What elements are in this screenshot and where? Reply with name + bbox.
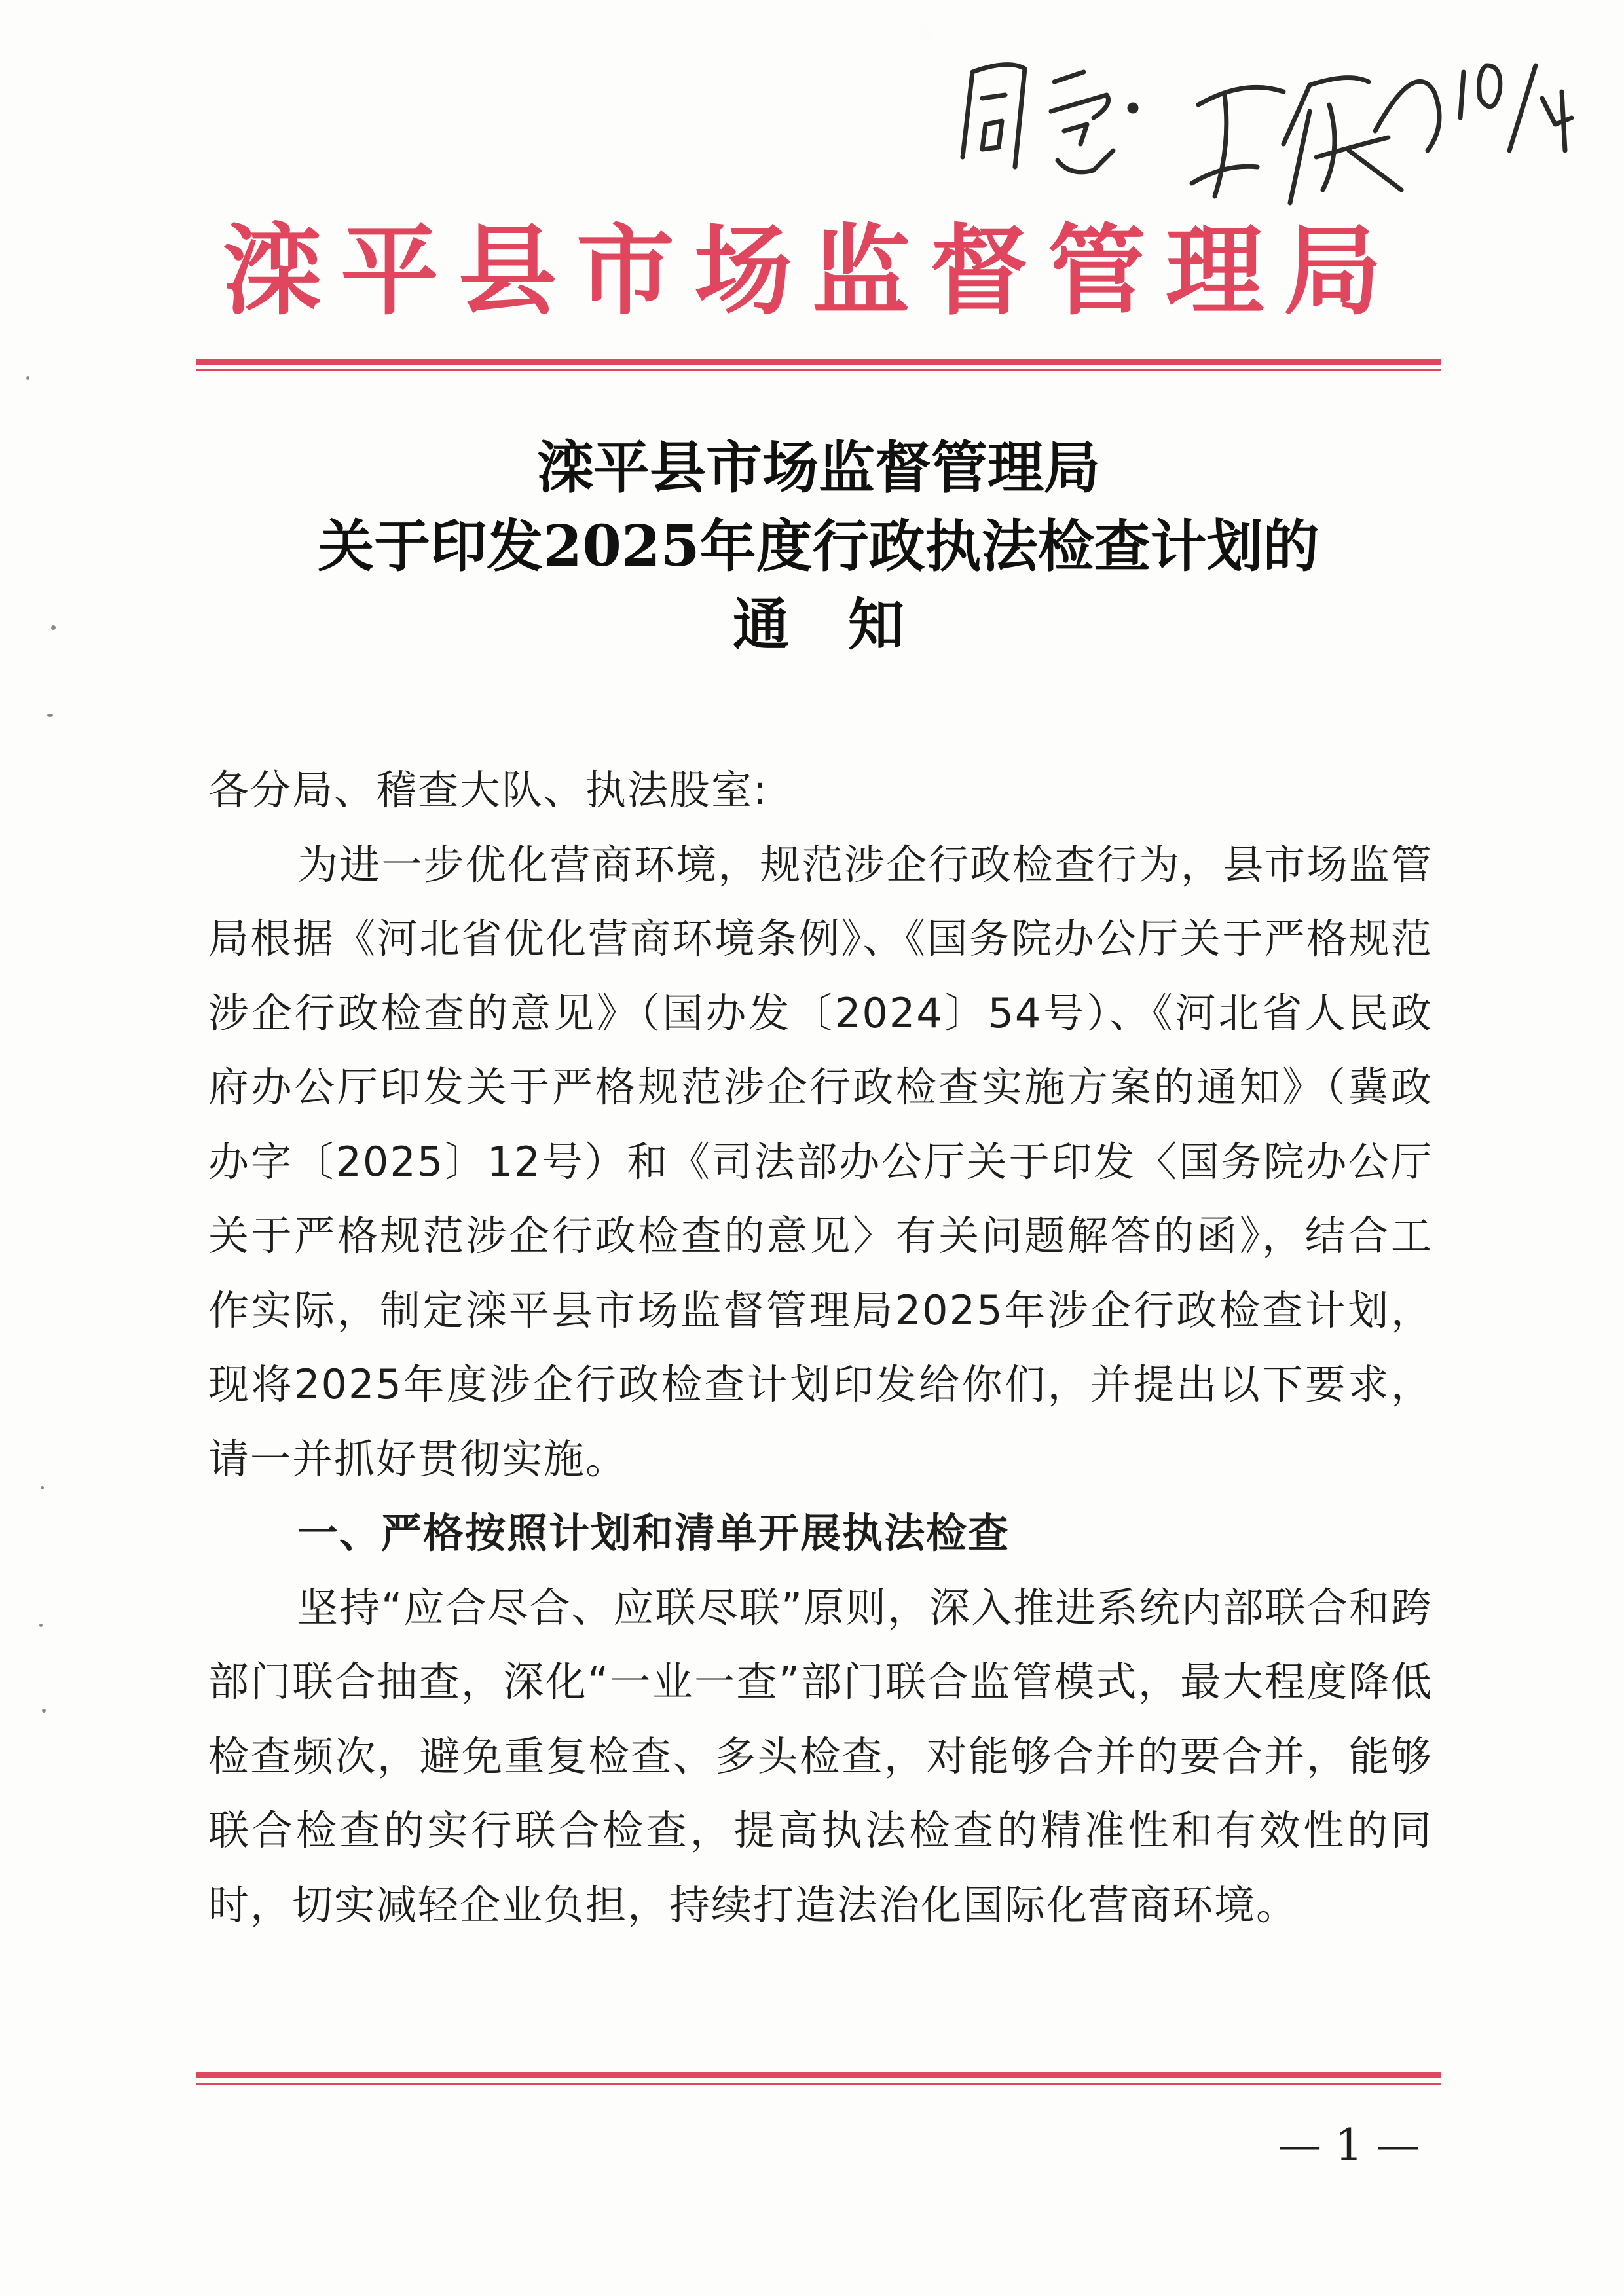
rule-thick-line bbox=[196, 359, 1441, 365]
scan-speck bbox=[39, 1624, 43, 1627]
rule-thin-line bbox=[196, 2083, 1441, 2085]
addressee-line: 各分局、稽查大队、执法股室: bbox=[208, 766, 768, 814]
letterhead-organization: 滦平县市场监督管理局 bbox=[222, 215, 1401, 329]
scan-speck bbox=[41, 1486, 44, 1489]
scan-speck bbox=[51, 625, 56, 630]
scan-speck bbox=[42, 1709, 46, 1713]
section-1-heading: 一、严格按照计划和清单开展执法检查 bbox=[297, 1509, 1010, 1557]
intro-paragraph: 为进一步优化营商环境，规范涉企行政检查行为，县市场监管局根据《河北省优化营商环境条例》、《国务院办公厅关于严格规范涉企行政检查的意见》（国办发〔2024〕54号）、《河北省人民政府办公厅印发关于严格规范涉企行政检查实施方案的通知》（冀政办字〔2025〕12号）和《司法部办公厅关于印发〈国务院办公厅关于严格规范涉企行政检查的意见〉有关问题解答的函》，结合工作实际，制定滦平县市场监督管理局2025年涉企行政检查计划，现将2025年度涉企行政检查计划印发给你们，并提出以下要求，请一并抓好贯彻实施。 bbox=[208, 840, 1433, 1483]
scan-speck bbox=[47, 714, 53, 717]
handwriting-strokes bbox=[917, 20, 1585, 216]
section-1-paragraph: 坚持“应合尽合、应联尽联”原则，深入推进系统内部联合和跨部门联合抽查，深化“一业一查”部门联合监管模式，最大程度降低检查频次，避免重复检查、多头检查，对能够合并的要合并，能够联合检查的实行联合检查，提高执法检查的精准性和有效性的同时，切实减轻企业负担，持续打造法治化国际化营商环境。 bbox=[208, 1583, 1433, 1929]
letterhead-red-rule bbox=[196, 359, 1441, 371]
rule-thick-line bbox=[196, 2072, 1441, 2078]
footer-red-rule bbox=[196, 2072, 1441, 2085]
page-number-dash-left: — bbox=[1278, 2120, 1335, 2170]
document-title-line-1: 滦平县市场监督管理局 bbox=[537, 435, 1100, 501]
page-number-dash-right: — bbox=[1363, 2120, 1420, 2170]
scan-speck bbox=[26, 376, 29, 380]
document-title-line-3: 通知 bbox=[733, 592, 963, 658]
document-title-line-2: 关于印发2025年度行政执法检查计划的 bbox=[318, 513, 1320, 579]
handwritten-approval bbox=[917, 20, 1585, 216]
page-number bbox=[1244, 2120, 1454, 2170]
handwriting-date-text bbox=[917, 35, 931, 43]
rule-thin-line bbox=[196, 369, 1441, 371]
document-body bbox=[208, 753, 1433, 1942]
page-number-value: 1 bbox=[1335, 2120, 1363, 2170]
